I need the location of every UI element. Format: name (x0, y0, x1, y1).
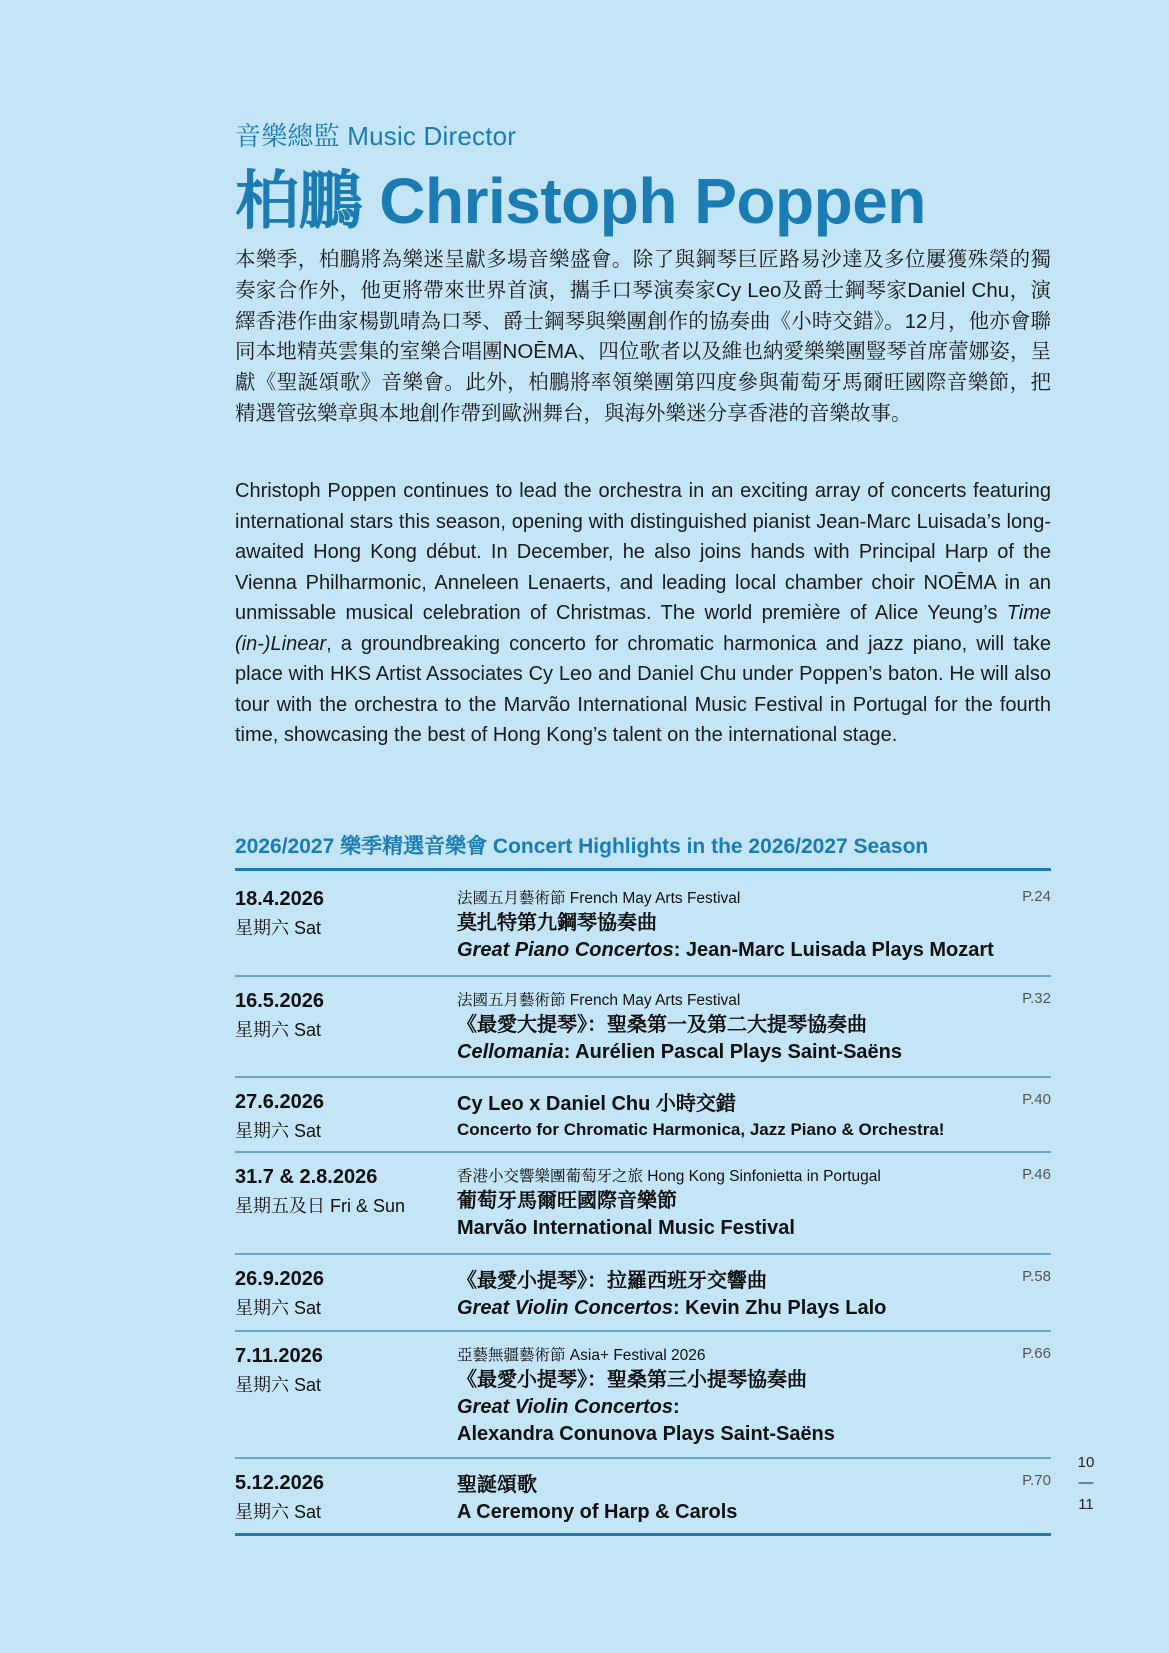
concert-day: 星期六 Sat (235, 1298, 322, 1318)
page-reference: P.24 (1022, 888, 1051, 905)
bio-en-work-title: Time (in-)Linear (235, 602, 1051, 655)
row-divider (235, 1253, 1051, 1255)
page-reference: P.32 (1022, 990, 1051, 1007)
concert-info (457, 1345, 1017, 1448)
row-divider (235, 1076, 1051, 1078)
concert-en-title: Great Violin Concertos: Kevin Zhu Plays Lalo (457, 1297, 887, 1319)
concert-en-title: Great Violin Concertos: (457, 1396, 680, 1418)
highlights-title: 2026/2027 樂季精選音樂會 Concert Highlights in the 2026/2027 Season (235, 835, 929, 858)
concert-day: 星期六 Sat (235, 1121, 322, 1141)
highlights-top-rule (235, 868, 1051, 871)
concert-en-title: Cellomania: Aurélien Pascal Plays Saint-Saëns (457, 1041, 903, 1063)
concert-en-title: Marvão International Music Festival (457, 1217, 795, 1239)
festival-label: 法國五月藝術節 French May Arts Festival (457, 890, 741, 907)
folio-separator: — (1078, 1474, 1094, 1491)
concert-zh-title: 《最愛小提琴》：拉羅西班牙交響曲 (457, 1270, 767, 1292)
concert-day: 星期六 Sat (235, 1375, 322, 1395)
concert-day: 星期六 Sat (235, 1502, 322, 1522)
festival-label: 香港小交響樂團葡萄牙之旅 Hong Kong Sinfonietta in Portugal (457, 1168, 881, 1185)
concert-en-title-line2: Alexandra Conunova Plays Saint-Saëns (457, 1423, 835, 1445)
bio-chinese: 本樂季，柏鵬將為樂迷呈獻多場音樂盛會。除了與鋼琴巨匠路易沙達及多位屢獲殊榮的獨奏家合作外，他更將帶來世界首演，攜手口琴演奏家Cy Leo及爵士鋼琴家Daniel Chu，演繹香港作曲家楊凱晴為口琴、爵士鋼琴與樂團創作的協奏曲《小時交錯》。12月，他亦會聯同本地精英雲集的室樂合唱團NOĒMA、四位歌者以及維也納愛樂樂團豎琴首席蕾娜姿，呈獻《聖誕頌歌》音樂會。此外，柏鵬將率領樂團第四度參與葡萄牙馬爾旺國際音樂節，把精選管弦樂章與本地創作帶到歐洲舞台，與海外樂迷分享香港的音樂故事。 (235, 248, 1051, 425)
concert-date: 26.9.2026 (235, 1268, 324, 1290)
concert-date: 27.6.2026 (235, 1091, 324, 1113)
folio-right-page: 11 (1078, 1496, 1094, 1513)
concert-info (457, 1166, 1017, 1242)
concert-info (457, 1268, 1017, 1322)
concert-zh-title: 莫扎特第九鋼琴協奏曲 (457, 912, 657, 934)
concert-date: 31.7 & 2.8.2026 (235, 1166, 378, 1188)
folio-left-page: 10 (1077, 1454, 1095, 1471)
concert-day: 星期六 Sat (235, 918, 322, 938)
director-name: 柏鵬 Christoph Poppen (235, 165, 926, 237)
row-divider (235, 1457, 1051, 1459)
concert-day: 星期五及日 Fri & Sun (235, 1196, 406, 1216)
concert-zh-title: 《最愛大提琴》：聖桑第一及第二大提琴協奏曲 (457, 1014, 867, 1036)
page-reference: P.70 (1022, 1472, 1051, 1489)
bio-english (235, 476, 1051, 751)
page-reference: P.46 (1022, 1166, 1051, 1183)
concert-en-title: Great Piano Concertos: Jean-Marc Luisada Plays Mozart (457, 939, 994, 961)
concert-zh-title: 《最愛小提琴》：聖桑第三小提琴協奏曲 (457, 1369, 807, 1391)
concert-en-title: A Ceremony of Harp & Carols (457, 1501, 738, 1523)
concert-date: 5.12.2026 (235, 1472, 324, 1494)
highlights-bottom-rule (235, 1533, 1051, 1536)
page-reference: P.40 (1022, 1091, 1051, 1108)
festival-label: 亞藝無疆藝術節 Asia+ Festival 2026 (457, 1347, 706, 1364)
concert-date: 16.5.2026 (235, 990, 324, 1012)
concert-info (457, 888, 1017, 964)
bio-en-part2: , a groundbreaking concerto for chromatic harmonica and jazz piano, will take place with HKS Artist Associates Cy Leo and Daniel Chu under Poppen’s baton. He will also tour with the orchestra to the Marvão International Music Festival in Portugal for the fourth time, showcasing the best of Hong Kong’s talent on the international stage. (235, 632, 1051, 746)
role-label: 音樂總監 Music Director (235, 121, 517, 151)
concert-zh-title: 葡萄牙馬爾旺國際音樂節 (457, 1190, 677, 1212)
bio-en-part1: Christoph Poppen continues to lead the orchestra in an exciting array of concerts featuring international stars this season, opening with distinguished pianist Jean-Marc Luisada’s long-awaited Hong Kong début. In December, he also joins hands with Principal Harp of the Vienna Philharmonic, Anneleen Lenaerts, and leading local chamber choir NOĒMA in an unmissable musical celebration of Christmas. The world première of Alice Yeung’s (235, 480, 1051, 624)
page-reference: P.58 (1022, 1268, 1051, 1285)
festival-label: 法國五月藝術節 French May Arts Festival (457, 992, 741, 1009)
concert-day: 星期六 Sat (235, 1020, 322, 1040)
concert-title: Cy Leo x Daniel Chu 小時交錯 (457, 1093, 736, 1115)
concert-info (457, 1091, 1017, 1142)
concert-zh-title: 聖誕頌歌 (457, 1474, 537, 1496)
concert-info (457, 1472, 1017, 1526)
concert-info (457, 990, 1017, 1066)
row-divider (235, 975, 1051, 977)
row-divider (235, 1151, 1051, 1153)
concert-date: 7.11.2026 (235, 1345, 323, 1367)
concert-subtitle: Concerto for Chromatic Harmonica, Jazz Piano & Orchestra! (457, 1120, 945, 1139)
page-reference: P.66 (1022, 1345, 1051, 1362)
concert-date: 18.4.2026 (235, 888, 324, 910)
row-divider (235, 1330, 1051, 1332)
